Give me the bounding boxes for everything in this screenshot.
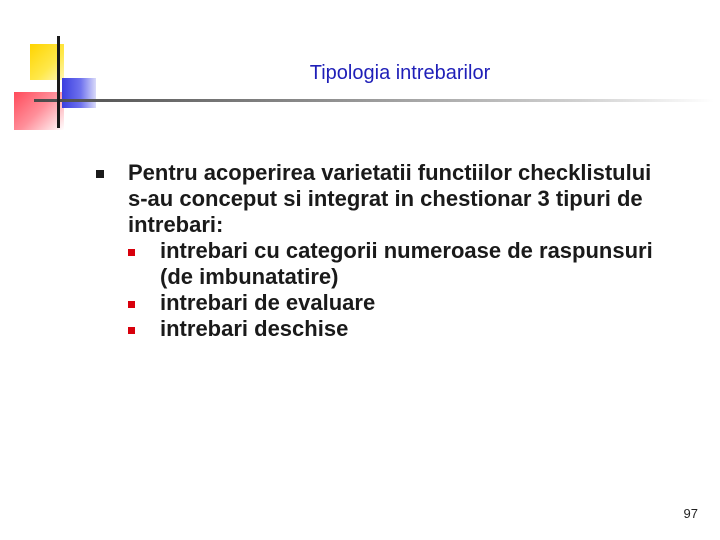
bullet-text: Pentru acoperirea varietatii functiilor checklistului s-au conceput si integrat in chestionar 3 tipuri de intrebari: <box>128 160 652 237</box>
sub-bullet-text: intrebari deschise <box>160 316 349 341</box>
bullet-item <box>96 160 656 238</box>
sub-bullet-item <box>128 316 656 342</box>
square-bullet-icon <box>96 170 104 178</box>
sub-bullet-item <box>128 238 656 290</box>
red-square-bullet-icon <box>128 249 135 256</box>
blue-square-decoration <box>62 78 96 108</box>
sub-bullet-text: intrebari de evaluare <box>160 290 376 315</box>
sub-bullet-item <box>128 290 656 316</box>
horizontal-rule <box>34 99 714 102</box>
slide-content <box>96 160 656 342</box>
sub-bullet-text: intrebari cu categorii numeroase de raspunsuri (de imbunatatire) <box>160 238 653 289</box>
red-square-bullet-icon <box>128 301 135 308</box>
slide-title: Tipologia intrebarilor <box>309 62 491 84</box>
page-number: 97 <box>683 506 698 521</box>
vertical-rule <box>57 36 60 128</box>
red-square-bullet-icon <box>128 327 135 334</box>
